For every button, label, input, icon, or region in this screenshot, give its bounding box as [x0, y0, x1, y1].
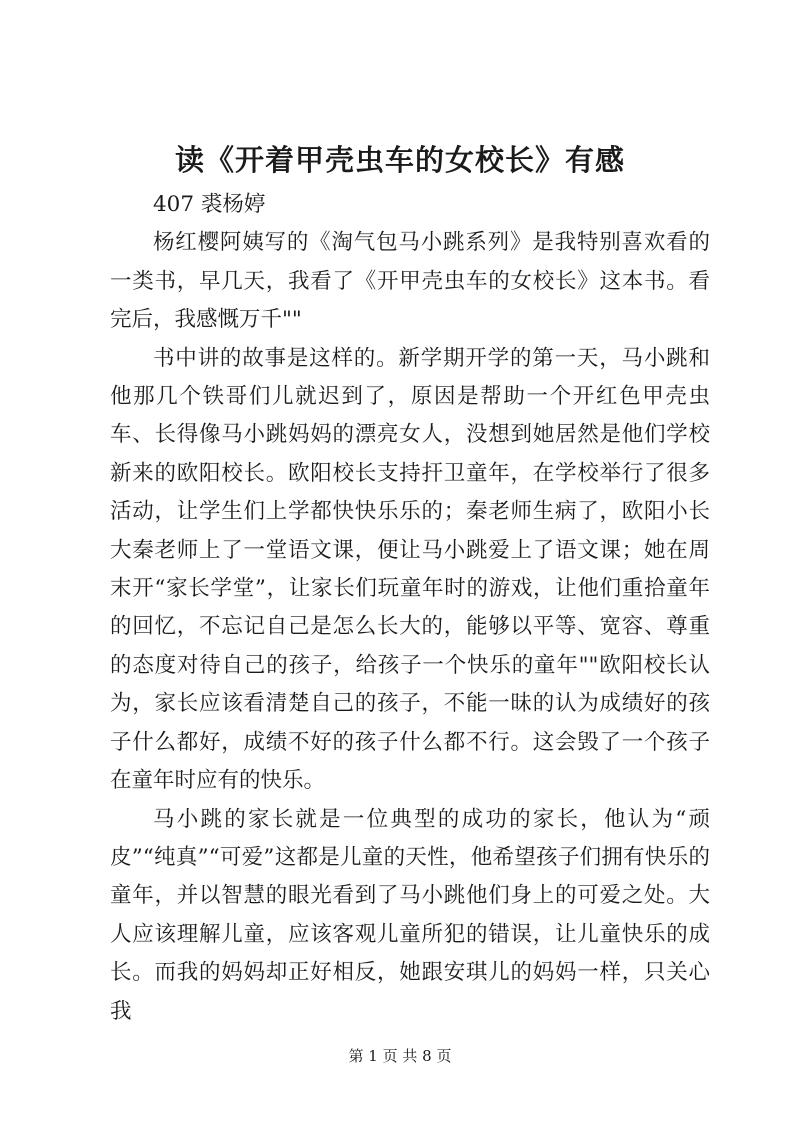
document-body: [110, 186, 710, 1031]
paragraph-2: 书中讲的故事是这样的。新学期开学的第一天，马小跳和他那几个铁哥们儿就迟到了，原因是帮助一个开红色甲壳虫车、长得像马小跳妈妈的漂亮女人，没想到她居然是他们学校新来的欧阳校长。欧阳校长支持扞卫童年，在学校举行了很多活动，让学生们上学都快快乐乐的；秦老师生病了，欧阳小长大秦老师上了一堂语文课，便让马小跳爱上了语文课；她在周末开“家长学堂”，让家长们玩童年时的游戏，让他们重拾童年的回忆，不忘记自己是怎么长大的，能够以平等、宽容、尊重的态度对待自己的孩子，给孩子一个快乐的童年""欧阳校长认为，家长应该看清楚自己的孩子，不能一昧的认为成绩好的孩子什么都好，成绩不好的孩子什么都不行。这会毁了一个孩子在童年时应有的快乐。: [110, 345, 710, 794]
author-line: 407 裘杨婷: [153, 192, 266, 217]
document-title: 读《开着甲壳虫车的女校长》有感: [174, 143, 625, 177]
page-footer: 第 1 页 共 8 页: [348, 1047, 452, 1065]
paragraph-1: 杨红樱阿姨写的《淘气包马小跳系列》是我特别喜欢看的一类书，早几天，我看了《开甲壳虫车的女校长》这本书。看完后，我感慨万千"": [110, 230, 710, 333]
paragraph-3: 马小跳的家长就是一位典型的成功的家长，他认为“顽皮”“纯真”“可爱”这都是儿童的天性，他希望孩子们拥有快乐的童年，并以智慧的眼光看到了马小跳他们身上的可爱之处。大人应该理解儿童，应该客观儿童所犯的错误，让儿童快乐的成长。而我的妈妈却正好相反，她跟安琪儿的妈妈一样，只关心我: [110, 806, 710, 1024]
